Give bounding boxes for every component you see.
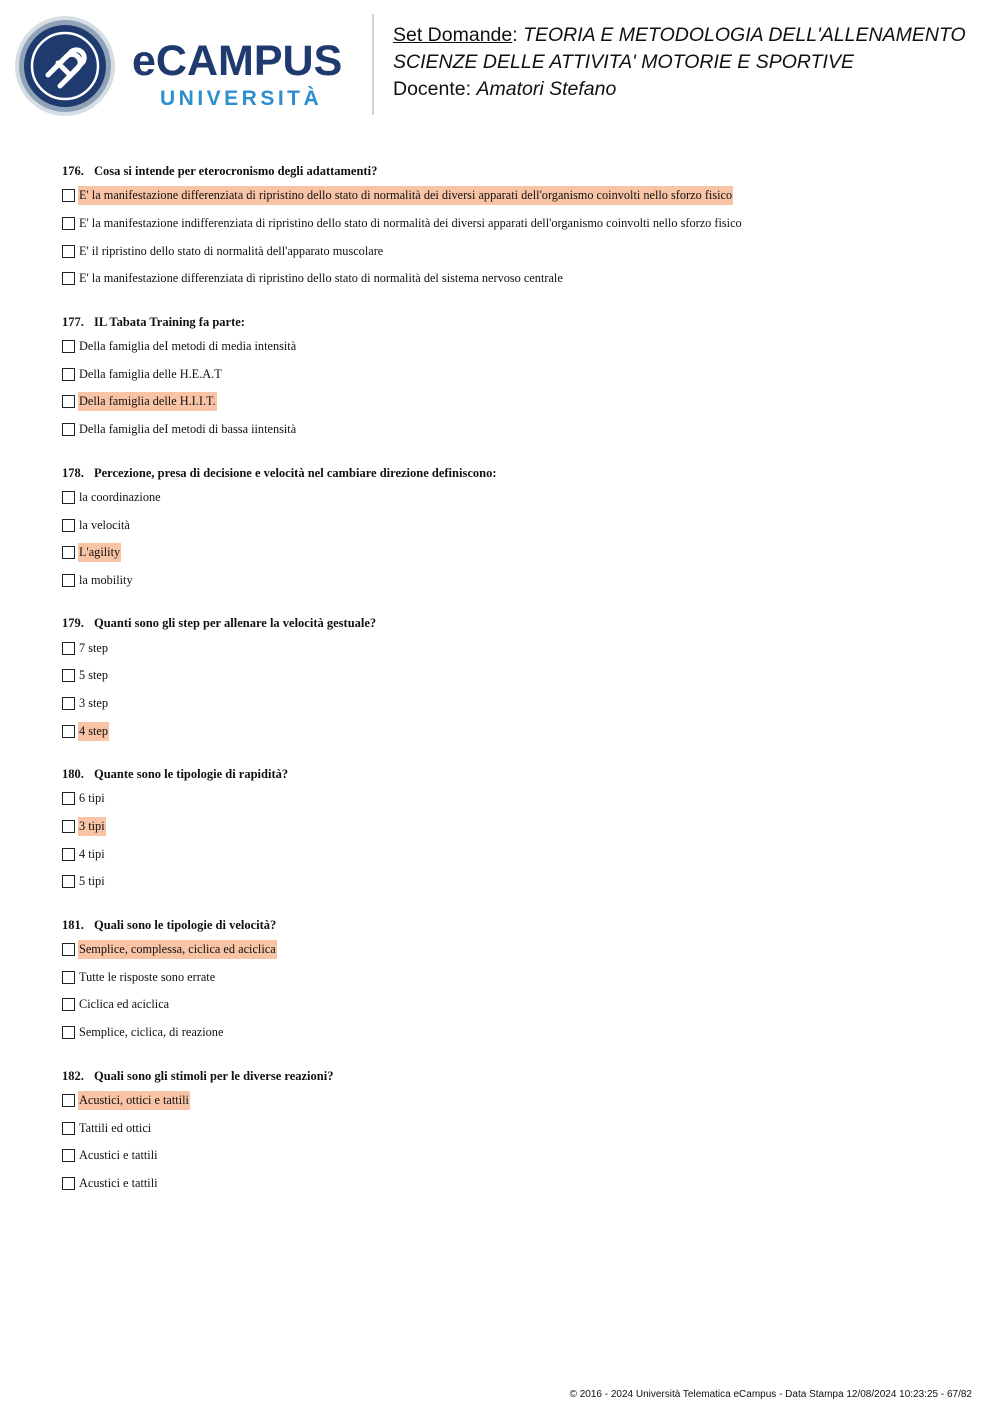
header-divider — [372, 14, 374, 115]
answer-checkbox[interactable] — [62, 245, 75, 258]
answer-checkbox[interactable] — [62, 848, 75, 861]
teacher-name: Amatori Stefano — [476, 78, 617, 100]
answer-text: la mobility — [79, 572, 133, 587]
answer-text: E' la manifestazione indifferenziata di ripristino dello stato di normalità dei diversi apparati dell'organismo coinvolti nello sforzo fisico — [79, 216, 742, 231]
answer-option[interactable] — [62, 484, 962, 512]
answer-checkbox[interactable] — [62, 340, 75, 353]
answer-option[interactable] — [62, 388, 962, 416]
question-list — [62, 160, 962, 1215]
question-block — [62, 1065, 962, 1198]
answer-text: Tattili ed ottici — [79, 1120, 152, 1135]
question-number: 182. — [62, 1068, 84, 1083]
answer-checkbox[interactable] — [62, 1149, 75, 1162]
question-title — [62, 311, 962, 333]
question-block — [62, 763, 962, 896]
answer-text-correct: L'agility — [78, 543, 121, 562]
answer-checkbox[interactable] — [62, 875, 75, 888]
answer-checkbox[interactable] — [62, 697, 75, 710]
answer-checkbox[interactable] — [62, 423, 75, 436]
answer-option[interactable] — [62, 1087, 962, 1115]
course-info — [393, 22, 966, 103]
answer-option[interactable] — [62, 1114, 962, 1142]
answer-option[interactable] — [62, 963, 962, 991]
course-degree: SCIENZE DELLE ATTIVITA' MOTORIE E SPORTIVE — [393, 51, 854, 73]
answer-option[interactable] — [62, 182, 962, 210]
course-line-1: Set Domande: TEORIA E METODOLOGIA DELL'ALLENAMENTO — [393, 24, 966, 46]
answer-text: Della famiglia deI metodi di media intensità — [79, 339, 297, 354]
answer-checkbox[interactable] — [62, 217, 75, 230]
set-label: Set Domande — [393, 24, 513, 46]
answer-option[interactable] — [62, 416, 962, 444]
answer-option[interactable] — [62, 840, 962, 868]
question-title — [62, 462, 962, 484]
answer-text: Della famiglia delle H.E.A.T — [79, 366, 222, 381]
answer-text: 5 step — [79, 668, 109, 683]
logo-subtitle: UNIVERSITÀ — [160, 87, 323, 110]
answer-option[interactable] — [62, 1142, 962, 1170]
answer-checkbox[interactable] — [62, 642, 75, 655]
teacher-label: Docente: — [393, 78, 472, 100]
answer-option[interactable] — [62, 265, 962, 293]
answer-text: E' il ripristino dello stato di normalità dell'apparato muscolare — [79, 243, 384, 258]
question-text: Quali sono le tipologie di velocità? — [94, 917, 277, 932]
question-block — [62, 462, 962, 595]
question-text: Quali sono gli stimoli per le diverse reazioni? — [94, 1068, 334, 1083]
answer-text: Della famiglia deI metodi di bassa iintensità — [79, 422, 297, 437]
question-number: 181. — [62, 917, 84, 932]
answer-text-correct: Della famiglia delle H.I.I.T. — [78, 392, 217, 411]
answer-checkbox[interactable] — [62, 491, 75, 504]
answer-checkbox[interactable] — [62, 272, 75, 285]
answer-checkbox[interactable] — [62, 971, 75, 984]
question-text: Quante sono le tipologie di rapidità? — [94, 767, 289, 781]
answer-text-correct: E' la manifestazione differenziata di ripristino dello stato di normalità dei diversi apparati dell'organismo coinvolti nello sforzo fisico — [78, 186, 733, 205]
answer-option[interactable] — [62, 690, 962, 718]
answer-text: E' la manifestazione differenziata di ripristino dello stato di normalità del sistema nervoso centrale — [79, 271, 563, 286]
answer-checkbox[interactable] — [62, 998, 75, 1011]
answer-text: Semplice, ciclica, di reazione — [79, 1025, 224, 1040]
answer-option[interactable] — [62, 511, 962, 539]
answer-option[interactable] — [62, 717, 962, 745]
answer-checkbox[interactable] — [62, 368, 75, 381]
answer-checkbox[interactable] — [62, 395, 75, 408]
question-block — [62, 311, 962, 444]
answer-option[interactable] — [62, 785, 962, 813]
question-text: Quanti sono gli step per allenare la velocità gestuale? — [94, 616, 377, 631]
question-title — [62, 612, 962, 634]
answer-checkbox[interactable] — [62, 1177, 75, 1190]
answer-option[interactable] — [62, 868, 962, 896]
answer-checkbox[interactable] — [62, 792, 75, 805]
question-number: 179. — [62, 616, 84, 631]
answer-option[interactable] — [62, 567, 962, 595]
answer-text: 3 step — [79, 695, 109, 710]
answer-option[interactable] — [62, 360, 962, 388]
question-text: Percezione, presa di decisione e velocità nel cambiare direzione definiscono: — [94, 465, 497, 480]
question-number: 180. — [62, 767, 84, 781]
question-block — [62, 612, 962, 745]
answer-text: la velocità — [79, 517, 130, 532]
page-footer: © 2016 - 2024 Università Telematica eCampus - Data Stampa 12/08/2024 10:23:25 - 67/82 — [569, 1389, 972, 1400]
answer-option[interactable] — [62, 1170, 962, 1198]
question-title — [62, 160, 962, 182]
answer-option[interactable] — [62, 333, 962, 361]
answer-checkbox[interactable] — [62, 546, 75, 559]
answer-checkbox[interactable] — [62, 1094, 75, 1107]
answer-option[interactable] — [62, 936, 962, 964]
answer-text: 7 step — [79, 640, 109, 655]
answer-option[interactable] — [62, 813, 962, 841]
question-title — [62, 763, 962, 785]
answer-text: la coordinazione — [79, 489, 161, 504]
answer-option[interactable] — [62, 237, 962, 265]
answer-text-correct: Semplice, complessa, ciclica ed aciclica — [78, 940, 277, 959]
answer-text: Acustici e tattili — [79, 1148, 158, 1163]
question-text: Cosa si intende per eterocronismo degli adattamenti? — [94, 164, 378, 178]
question-number: 178. — [62, 465, 84, 480]
answer-checkbox[interactable] — [62, 820, 75, 833]
answer-option[interactable] — [62, 539, 962, 567]
answer-text-correct: 3 tipi — [78, 817, 106, 836]
course-line-3 — [393, 76, 966, 103]
question-block — [62, 914, 962, 1047]
answer-checkbox[interactable] — [62, 574, 75, 587]
answer-checkbox[interactable] — [62, 519, 75, 532]
answer-checkbox[interactable] — [62, 189, 75, 202]
answer-checkbox[interactable] — [62, 725, 75, 738]
answer-option[interactable] — [62, 210, 962, 238]
logo-wordmark: eCAMPUS — [132, 37, 343, 85]
answer-text: Tutte le risposte sono errate — [79, 969, 216, 984]
course-line-2 — [393, 49, 966, 76]
question-block — [62, 160, 962, 293]
answer-checkbox[interactable] — [62, 669, 75, 682]
question-number: 176. — [62, 164, 84, 178]
course-title: TEORIA E METODOLOGIA DELL'ALLENAMENTO — [523, 24, 966, 46]
answer-text-correct: Acustici, ottici e tattili — [78, 1091, 190, 1110]
answer-option[interactable] — [62, 634, 962, 662]
answer-checkbox[interactable] — [62, 1122, 75, 1135]
answer-option[interactable] — [62, 662, 962, 690]
answer-text: 6 tipi — [79, 791, 105, 806]
question-number: 177. — [62, 314, 84, 329]
question-title — [62, 1065, 962, 1087]
answer-text: 5 tipi — [79, 874, 105, 889]
ecampus-emblem-icon — [14, 15, 116, 117]
question-title — [62, 914, 962, 936]
answer-text: Ciclica ed aciclica — [79, 997, 170, 1012]
answer-text: Acustici e tattili — [79, 1175, 158, 1190]
answer-text-correct: 4 step — [78, 722, 109, 741]
answer-checkbox[interactable] — [62, 943, 75, 956]
answer-checkbox[interactable] — [62, 1026, 75, 1039]
answer-option[interactable] — [62, 991, 962, 1019]
question-text: IL Tabata Training fa parte: — [94, 314, 245, 329]
answer-text: 4 tipi — [79, 846, 105, 861]
page-header — [0, 0, 1000, 130]
answer-option[interactable] — [62, 1019, 962, 1047]
